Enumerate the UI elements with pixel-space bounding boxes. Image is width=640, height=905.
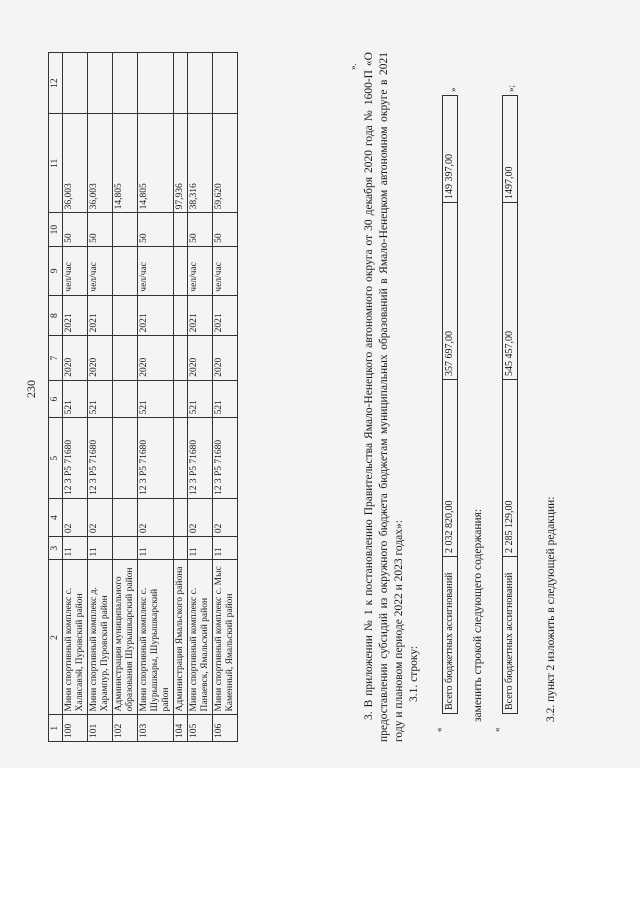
header-cell: 11 — [49, 114, 63, 213]
cell: 2020 — [88, 336, 113, 380]
cell-number: 106 — [213, 715, 238, 742]
cell — [174, 295, 188, 336]
cell: 50 — [188, 213, 213, 247]
rotated-content — [24, 52, 608, 752]
cell: чел/час — [88, 246, 113, 295]
cell: 11 — [188, 537, 213, 560]
cell: чел/час — [213, 246, 238, 295]
cell: 11 — [213, 537, 238, 560]
cell: 2021 — [188, 295, 213, 336]
cell: чел/час — [63, 246, 88, 295]
cell — [113, 246, 138, 295]
cell: 2020 — [213, 336, 238, 380]
header-cell: 6 — [49, 380, 63, 418]
cell: 2021 — [63, 295, 88, 336]
cell — [174, 213, 188, 247]
summary-row-old — [442, 95, 458, 714]
cell — [113, 380, 138, 418]
header-cell: 2 — [49, 560, 63, 715]
cell-number: 105 — [188, 715, 213, 742]
table-row — [113, 53, 138, 742]
cell: 50 — [88, 213, 113, 247]
cell: 12 3 P5 71680 — [213, 418, 238, 499]
cell: 2020 — [138, 336, 174, 380]
paragraph-3-text: 3. В приложении № 1 к постановлению Правительства Ямало-Ненецкого автономного округа от 30 декабря 2020 года № 1600-П «О предоставлении субсидий из окружного бюджета бюджетам муниципальных образований в Ямало-Ненецком автономном округе в 2021 году и плановом периоде 2022 и 2023 годах»: — [363, 52, 405, 742]
header-cell: 5 — [49, 418, 63, 499]
table-row — [138, 53, 174, 742]
cell-number: 100 — [63, 715, 88, 742]
header-cell: 4 — [49, 499, 63, 537]
cell — [174, 537, 188, 560]
paragraph-3-2: 3.2. пункт 2 изложить в следующей редакции: — [545, 496, 557, 722]
cell-amount: 149 397,00 — [443, 96, 458, 203]
cell: 2021 — [88, 295, 113, 336]
cell-amount: 36,003 — [88, 114, 113, 213]
cell-amount: 97,936 — [174, 114, 188, 213]
cell: 12 3 P5 71680 — [88, 418, 113, 499]
cell: 02 — [138, 499, 174, 537]
cell — [174, 53, 188, 114]
cell — [188, 53, 213, 114]
cell — [113, 418, 138, 499]
cell — [174, 336, 188, 380]
cell: 11 — [138, 537, 174, 560]
cell: 2021 — [213, 295, 238, 336]
table-row — [63, 53, 88, 742]
cell: 12 3 P5 71680 — [188, 418, 213, 499]
cell-number: 103 — [138, 715, 174, 742]
cell — [174, 418, 188, 499]
cell — [213, 53, 238, 114]
cell: 2021 — [138, 295, 174, 336]
header-cell: 10 — [49, 213, 63, 247]
cell-number: 104 — [174, 715, 188, 742]
subsidy-table — [48, 52, 238, 742]
cell-amount: 14,805 — [113, 114, 138, 213]
cell: 02 — [188, 499, 213, 537]
table-row — [188, 53, 213, 742]
cell-name: Мини спортивный комплекс с. Мыс Каменный, Ямальский район — [213, 560, 238, 715]
cell: 2020 — [63, 336, 88, 380]
replace-text: заменить строкой следующего содержания: — [472, 508, 484, 722]
table-row — [174, 53, 188, 742]
header-cell: 9 — [49, 246, 63, 295]
cell — [113, 295, 138, 336]
cell — [113, 53, 138, 114]
cell: 02 — [213, 499, 238, 537]
opening-quote: « — [492, 727, 502, 732]
cell-name: Мини спортивный комплекс с. Шурышкары, Шурышкарский район — [138, 560, 174, 715]
cell — [88, 53, 113, 114]
cell: 2020 — [188, 336, 213, 380]
cell: 521 — [188, 380, 213, 418]
header-cell: 8 — [49, 295, 63, 336]
cell: чел/час — [138, 246, 174, 295]
cell — [174, 499, 188, 537]
header-cell: 12 — [49, 53, 63, 114]
cell: 50 — [213, 213, 238, 247]
cell-number: 102 — [113, 715, 138, 742]
cell-label: Всего бюджетных ассигнований — [443, 557, 458, 714]
cell: 521 — [88, 380, 113, 418]
table-header-row — [49, 53, 63, 742]
header-cell: 3 — [49, 537, 63, 560]
cell-name: Администрация Ямальского района — [174, 560, 188, 715]
paragraph-3 — [362, 52, 422, 742]
cell: 50 — [138, 213, 174, 247]
cell: 521 — [138, 380, 174, 418]
table-row — [503, 96, 518, 714]
cell-number: 101 — [88, 715, 113, 742]
cell — [113, 336, 138, 380]
cell: чел/час — [188, 246, 213, 295]
cell: 521 — [213, 380, 238, 418]
cell-amount: 357 697,00 — [443, 203, 458, 380]
closing-quote: ». — [348, 63, 358, 70]
cell-amount: 545 457,00 — [503, 203, 518, 380]
cell — [138, 53, 174, 114]
cell: 11 — [63, 537, 88, 560]
header-cell: 7 — [49, 336, 63, 380]
cell — [174, 380, 188, 418]
cell: 02 — [63, 499, 88, 537]
cell: 521 — [63, 380, 88, 418]
cell — [113, 537, 138, 560]
cell — [174, 246, 188, 295]
cell-amount: 2 285 129,00 — [503, 380, 518, 557]
closing-quote: »; — [506, 84, 516, 92]
cell: 50 — [63, 213, 88, 247]
table-row — [443, 96, 458, 714]
cell: 02 — [88, 499, 113, 537]
cell-amount: 59,620 — [213, 114, 238, 213]
cell — [113, 213, 138, 247]
cell: 11 — [88, 537, 113, 560]
table-row — [213, 53, 238, 742]
cell-name: Мини спортивный комплекс с. Панаевск, Ямальский район — [188, 560, 213, 715]
cell-name: Мини спортивный комплекс д. Харампур, Пуровский район — [88, 560, 113, 715]
cell — [113, 499, 138, 537]
cell: 12 3 P5 71680 — [63, 418, 88, 499]
cell-amount: 36,003 — [63, 114, 88, 213]
paragraph-3-1: 3.1. строку: — [408, 645, 420, 702]
cell: 12 3 P5 71680 — [138, 418, 174, 499]
table-row — [88, 53, 113, 742]
cell-amount: 14,805 — [138, 114, 174, 213]
cell-amount: 2 032 820,00 — [443, 380, 458, 557]
cell-name: Мини спортивный комплекс с. Халясавэй, Пуровский район — [63, 560, 88, 715]
cell — [63, 53, 88, 114]
cell-name: Администрация муниципального образования Шурышкарский район — [113, 560, 138, 715]
cell-amount: 1497,00 — [503, 96, 518, 203]
cell-amount: 38,316 — [188, 114, 213, 213]
closing-quote: » — [448, 87, 458, 92]
cell-label: Всего бюджетных ассигнований — [503, 557, 518, 714]
header-cell: 1 — [49, 715, 63, 742]
page-number: 230 — [24, 380, 38, 398]
opening-quote: « — [434, 727, 444, 732]
summary-row-new — [502, 95, 518, 714]
